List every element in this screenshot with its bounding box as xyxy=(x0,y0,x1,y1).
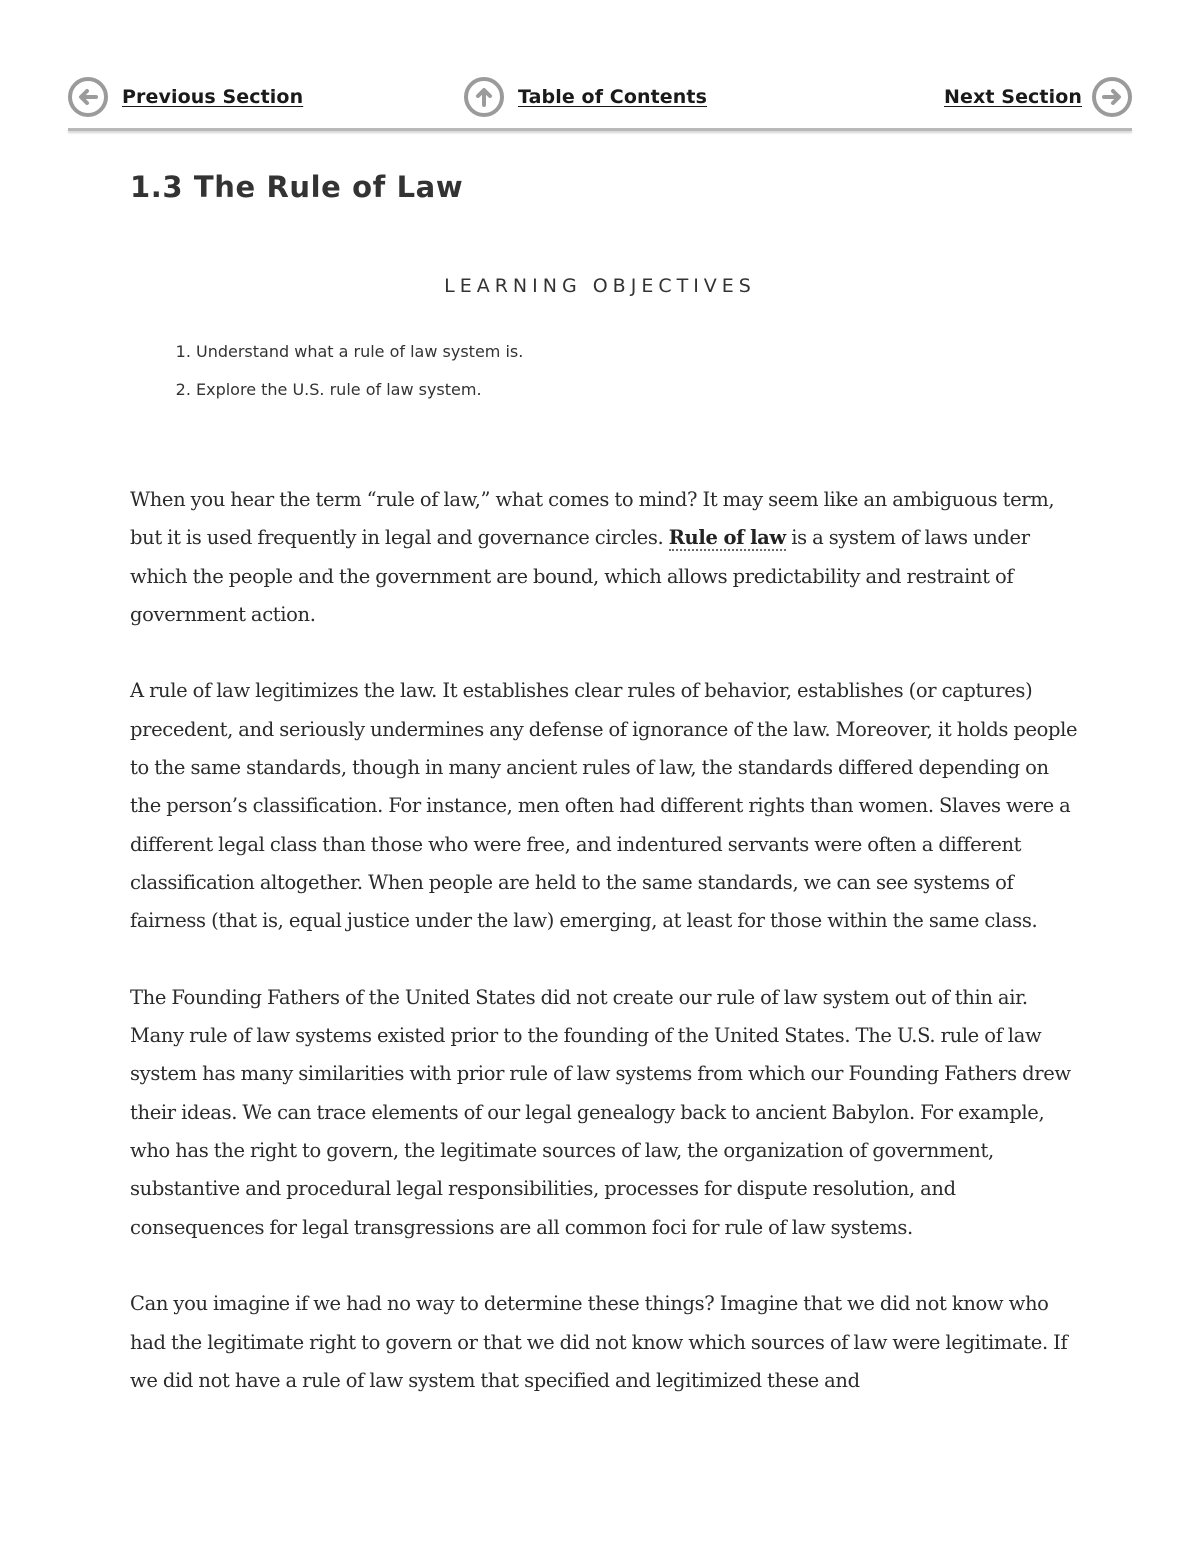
learning-objectives-heading: LEARNING OBJECTIVES xyxy=(444,275,756,297)
next-section-label[interactable]: Next Section xyxy=(944,86,1082,108)
glossary-term-rule-of-law[interactable]: Rule of law xyxy=(668,526,786,550)
body-paragraph: Can you imagine if we had no way to determine these things? Imagine that we did not know who had the legitimate right to govern or that we did not know which sources of law were legitimate. If we did not have a rule of law system that specified and legitimized these and xyxy=(130,1292,1068,1392)
table-of-contents-link[interactable] xyxy=(464,72,707,122)
paragraph-text: When you hear the term “rule of law,” what comes to mind? It may seem like an ambiguous term, but it is used frequently in legal and governance circles. xyxy=(130,488,1055,550)
section-navigation xyxy=(68,72,1132,122)
arrow-up-circle-icon[interactable] xyxy=(464,77,504,117)
paragraph-text: is a system of laws under which the people and the government are bound, which allows predictability and restraint of government action. xyxy=(130,526,1030,626)
next-section-link[interactable] xyxy=(944,72,1132,122)
body-paragraph: The Founding Fathers of the United States did not create our rule of law system out of thin air. Many rule of law systems existed prior to the founding of the United States. The U.S. rule of law system has many similarities with prior rule of law systems from which our Founding Fathers drew their ideas. We can trace elements of our legal genealogy back to ancient Babylon. For example, who has the right to govern, the legitimate sources of law, the organization of government, substantive and procedural legal responsibilities, processes for dispute resolution, and consequences for legal transgressions are all common foci for rule of law systems. xyxy=(130,985,1071,1239)
previous-section-link[interactable] xyxy=(68,72,303,122)
navigation-divider xyxy=(68,128,1132,131)
body-paragraph: A rule of law legitimizes the law. It establishes clear rules of behavior, establishes (or captures) precedent, and seriously undermines any defense of ignorance of the law. Moreover, it holds people to the same standards, though in many ancient rules of law, the standards differed depending on the person’s classification. For instance, men often had different rights than women. Slaves were a different legal class than those who were free, and indentured servants were often a different classification altogether. When people are held to the same standards, we can see systems of fairness (that is, equal justice under the law) emerging, at least for those within the same class. xyxy=(130,679,1078,933)
objective-item: 1. Understand what a rule of law system is. xyxy=(196,341,1070,363)
table-of-contents-label[interactable]: Table of Contents xyxy=(518,86,707,108)
objective-item: 2. Explore the U.S. rule of law system. xyxy=(196,379,1070,401)
arrow-left-circle-icon[interactable] xyxy=(68,77,108,117)
arrow-right-circle-icon[interactable] xyxy=(1092,77,1132,117)
section-body xyxy=(130,481,1080,1438)
section-title: 1.3 The Rule of Law xyxy=(130,170,464,204)
body-paragraph xyxy=(130,481,1080,634)
previous-section-label[interactable]: Previous Section xyxy=(122,86,304,108)
objectives-list xyxy=(130,341,1070,401)
learning-objectives xyxy=(130,275,1070,417)
